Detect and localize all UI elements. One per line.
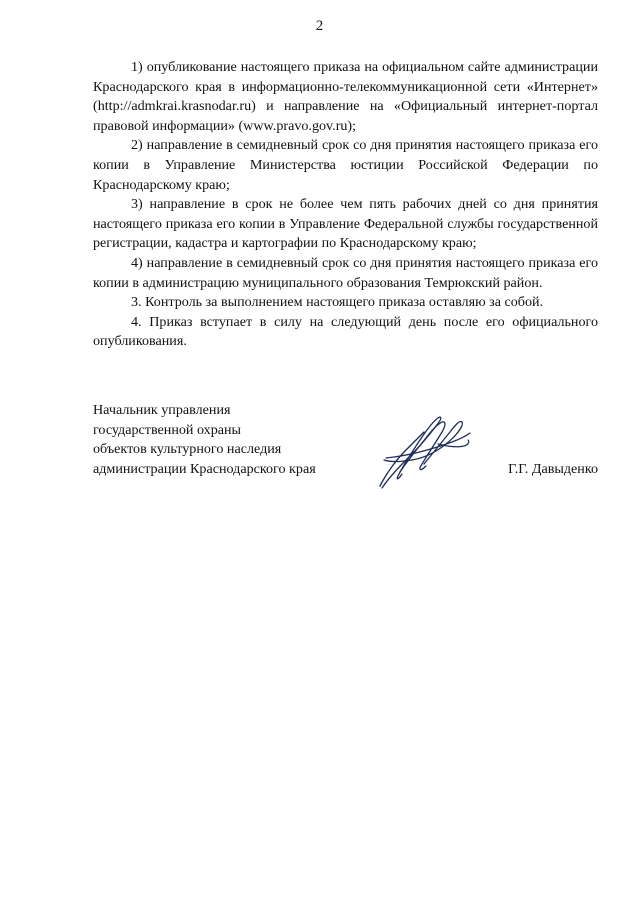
handwritten-signature: [376, 406, 476, 492]
signature-block: [93, 401, 598, 501]
paragraph-entry-into-force: 4. Приказ вступает в силу на следующий день после его официального опубликования.: [93, 313, 598, 350]
order-text: [93, 58, 598, 352]
signer-name: Г.Г. Давыденко: [508, 460, 598, 477]
signer-position: [93, 401, 353, 479]
signer-position-line: администрации Краснодарского края: [93, 460, 316, 477]
signer-position-line: государственной охраны: [93, 421, 242, 438]
paragraph-temryuk-administration: 4) направление в семидневный срок со дня принятия настоящего приказа его копии в администрацию муниципального образования Темрюкский район.: [93, 254, 598, 291]
signer-position-line: Начальник управления: [93, 402, 231, 418]
paragraph-ministry-of-justice: 2) направление в семидневный срок со дня принятия настоящего приказа его копии в Управление Министерства юстиции Российской Федерации по Краснодарскому краю;: [93, 137, 598, 193]
signer-position-line: объектов культурного наследия: [93, 441, 282, 458]
page-number: 2: [315, 18, 324, 34]
paragraph-publication: 1) опубликование настоящего приказа на официальном сайте администрации Краснодарского края в информационно-телекоммуникационной сети «Интернет» (http://admkrai.krasnodar.ru) и направление на «Официальный интернет-портал правовой информации» (www.pravo.gov.ru);: [93, 59, 598, 134]
paragraph-control: 3. Контроль за выполнением настоящего приказа оставляю за собой.: [131, 294, 544, 311]
paragraph-rosreestr: 3) направление в срок не более чем пять рабочих дней со дня принятия настоящего приказа его копии в Управление Федеральной службы государственной регистрации, кадастра и картографии по Краснодарскому краю;: [93, 196, 598, 252]
